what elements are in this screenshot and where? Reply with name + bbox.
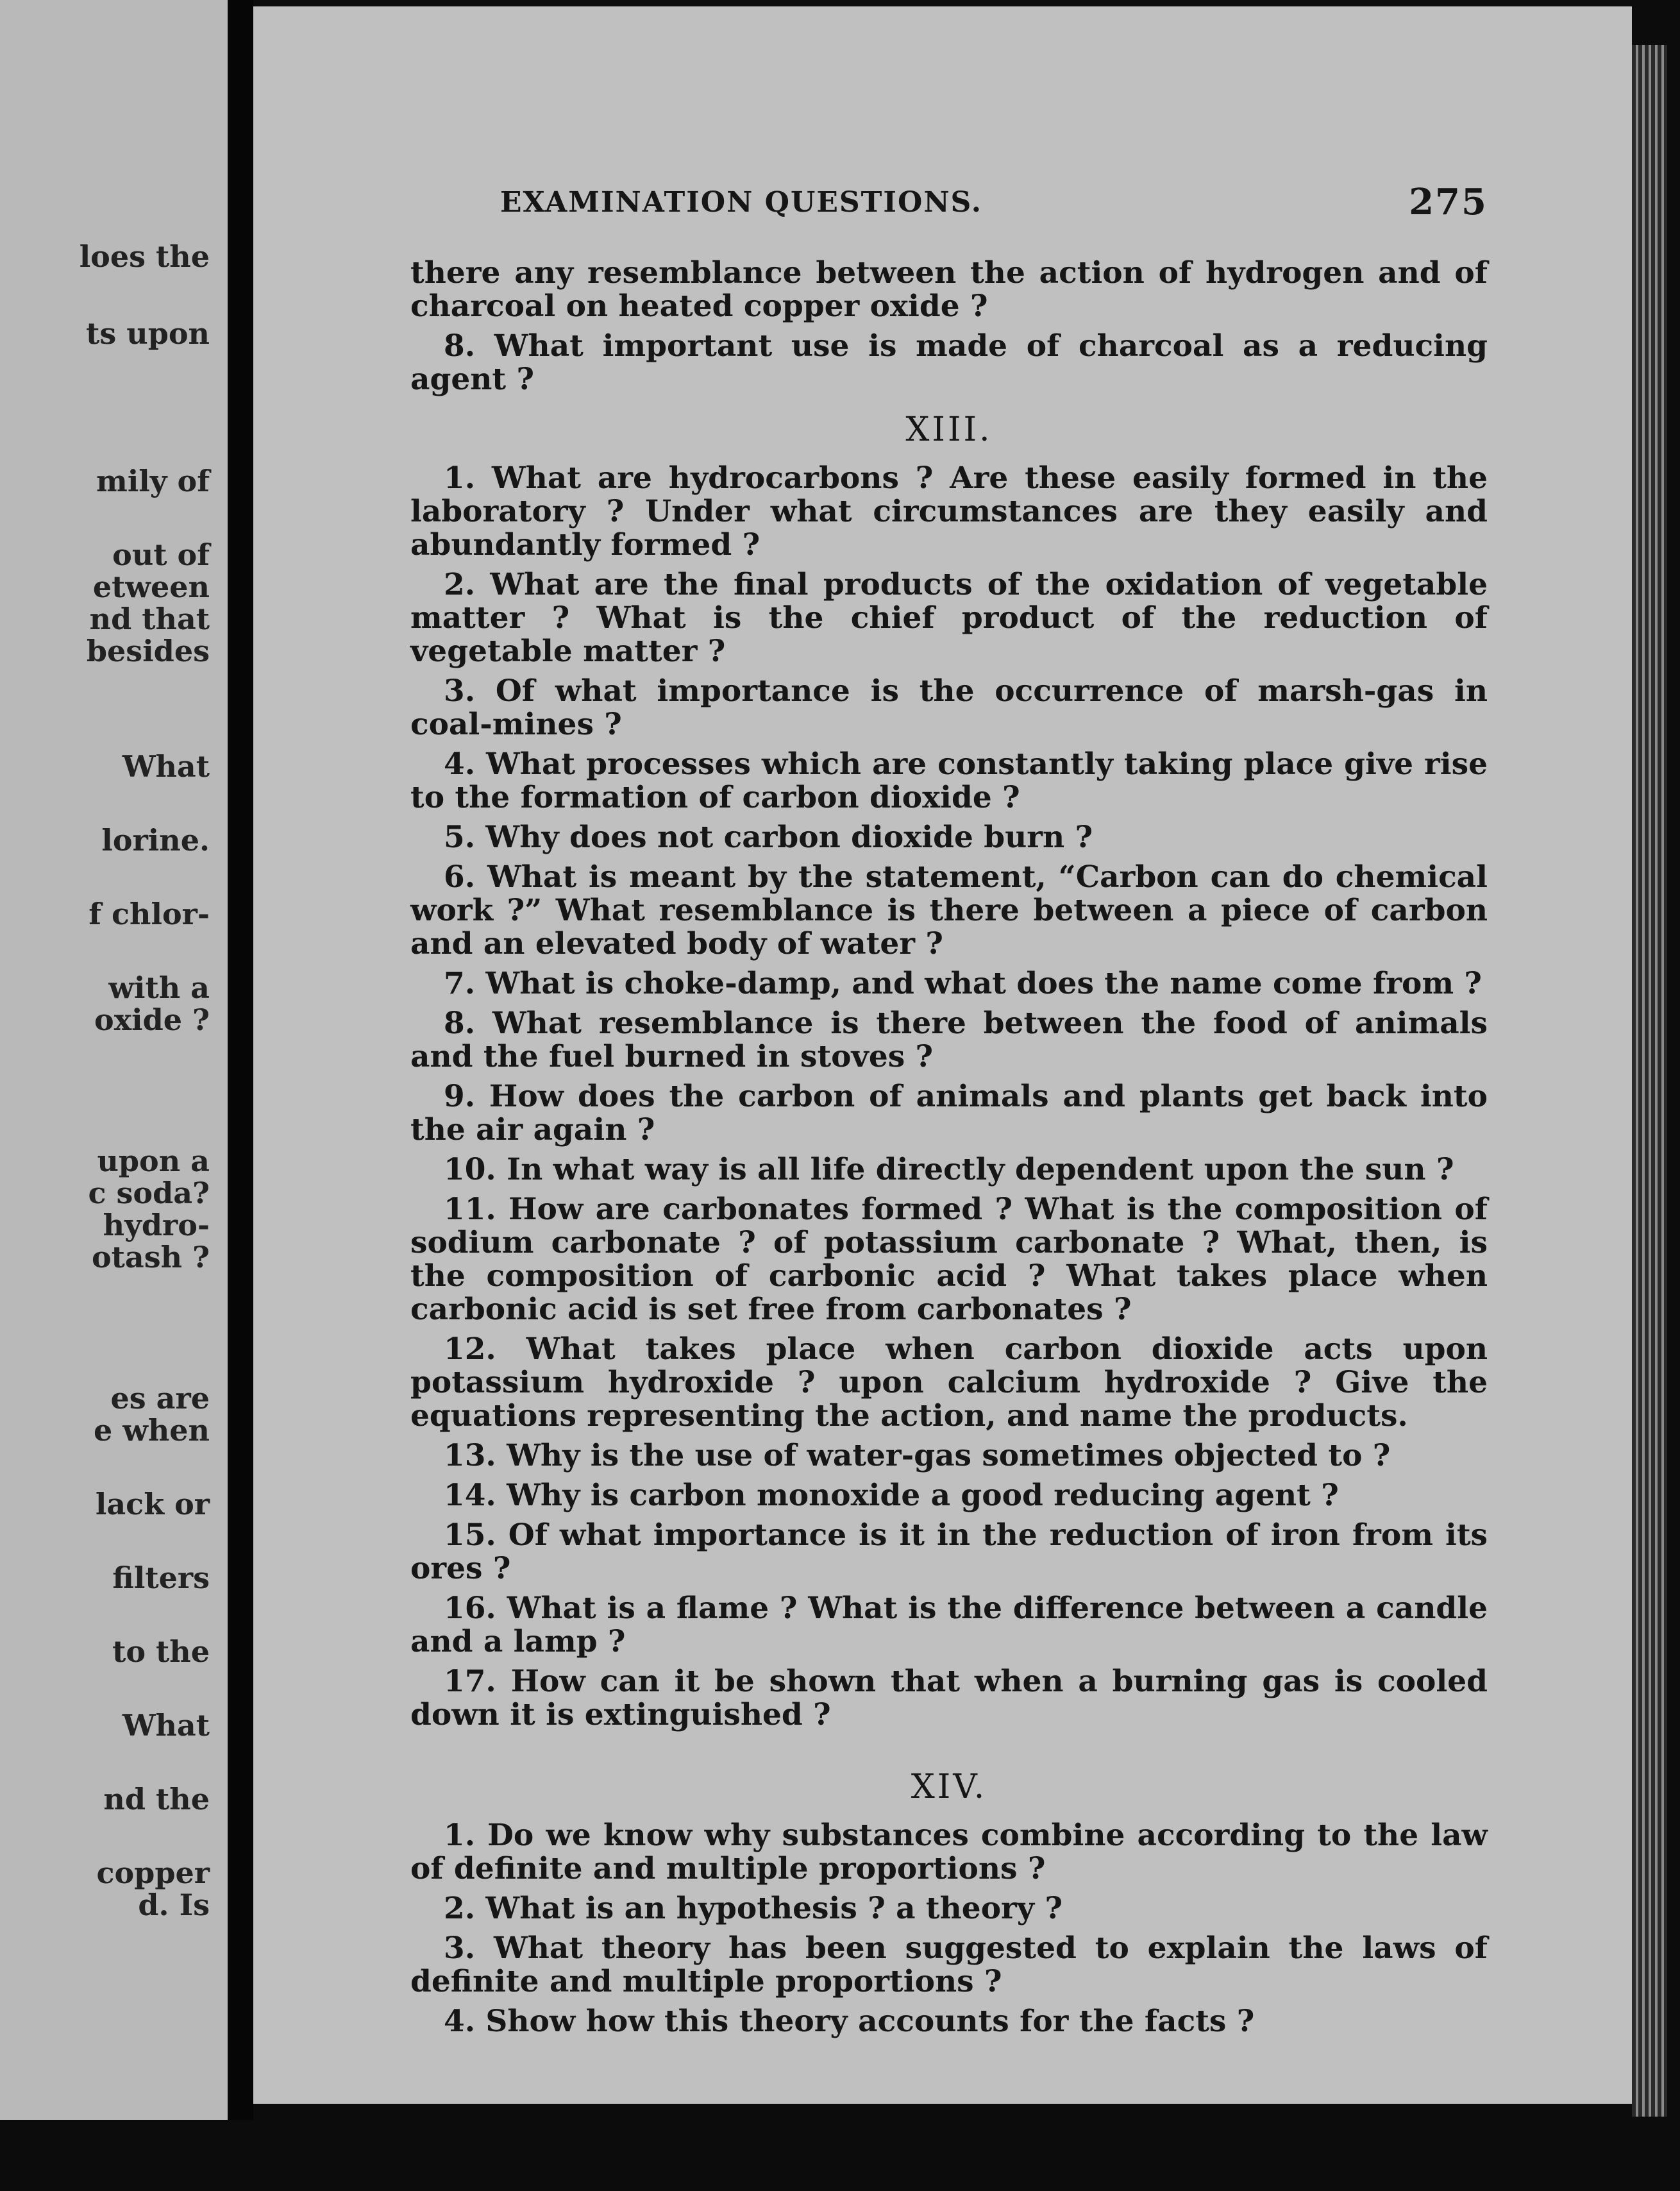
left-page — [0, 0, 228, 2120]
question-item: 3. What theory has been suggested to explain the laws of definite and multiple proportions ? — [410, 1931, 1488, 1999]
section-xiv-questions — [410, 1819, 1488, 2038]
question-item: 4. What processes which are constantly taking place give rise to the formation of carbon dioxide ? — [410, 747, 1488, 815]
question-item: 12. What takes place when carbon dioxide acts upon potassium hydroxide ? upon calcium hydroxide ? Give the equations representing the action, and name the products. — [410, 1332, 1488, 1434]
header-title: EXAMINATION QUESTIONS. — [500, 186, 983, 219]
question-8: 8. What important use is made of charcoal as a reducing agent ? — [410, 328, 1488, 397]
left-page-fragment: besides — [86, 634, 210, 668]
left-page-fragment: d. Is — [138, 1888, 210, 1922]
left-page-fragment: filters — [112, 1561, 210, 1595]
question-item: 3. Of what importance is the occurrence of marsh-gas in coal-mines ? — [410, 673, 1488, 742]
book-gutter — [228, 0, 253, 2120]
question-item: 2. What is an hypothesis ? a theory ? — [444, 1891, 1063, 1926]
question-item: 4. Show how this theory accounts for the facts ? — [444, 2004, 1255, 2039]
left-page-fragment: copper — [96, 1856, 210, 1890]
page-edge — [1632, 45, 1667, 2117]
left-page-fragment: mily of — [96, 464, 210, 498]
left-page-fragment: upon a — [97, 1144, 210, 1178]
left-page-fragment: nd the — [103, 1782, 210, 1816]
page-content — [410, 257, 1488, 2045]
left-page-fragment: oxide ? — [94, 1002, 210, 1037]
question-item: 17. How can it be shown that when a burning gas is cooled down it is extinguished ? — [410, 1664, 1488, 1732]
section-xiii-questions — [410, 462, 1488, 1732]
left-page-fragment: What — [122, 749, 210, 784]
question-item: 2. What are the final products of the oxidation of vegetable matter ? What is the chief product of the reduction of vegetable matter ? — [410, 567, 1488, 669]
question-item: 11. How are carbonates formed ? What is the composition of sodium carbonate ? of potassium carbonate ? What, then, is the composition of carbonic acid ? What takes place when carbonic acid is set free from carbonates ? — [410, 1192, 1488, 1327]
continued-question: there any resemblance between the action of hydrogen and of charcoal on heated copper oxide ? — [410, 255, 1488, 324]
question-item: 15. Of what importance is it in the reduction of iron from its ores ? — [410, 1518, 1488, 1586]
left-page-fragment: loes the — [79, 239, 210, 274]
question-item: 6. What is meant by the statement, “Carbon can do chemical work ?” What resemblance is there between a piece of carbon and an elevated body of water ? — [410, 859, 1488, 961]
left-page-fragment: otash ? — [91, 1240, 210, 1274]
section-heading-xiv: XIV. — [911, 1768, 987, 1806]
left-page-fragment: nd that — [89, 602, 210, 636]
left-page-fragment: with a — [108, 970, 210, 1005]
question-item: 13. Why is the use of water-gas sometimes objected to ? — [444, 1438, 1391, 1473]
left-page-fragment: f chlor- — [88, 897, 210, 931]
left-page-fragment: es are — [110, 1381, 210, 1416]
question-item: 14. Why is carbon monoxide a good reducing agent ? — [444, 1478, 1339, 1513]
left-page-fragment: e when — [93, 1413, 210, 1448]
question-item: 1. Do we know why substances combine according to the law of definite and multiple proportions ? — [410, 1818, 1488, 1886]
left-page-fragment: ts upon — [86, 316, 210, 351]
left-page-fragment: lack or — [95, 1487, 210, 1521]
left-page-fragment: hydro- — [103, 1208, 210, 1242]
left-page-fragment: out of — [112, 537, 210, 572]
left-page-fragment: lorine. — [101, 823, 210, 858]
question-item: 7. What is choke-damp, and what does the name come from ? — [444, 966, 1482, 1001]
left-page-fragment: to the — [112, 1634, 210, 1669]
question-item: 1. What are hydrocarbons ? Are these easily formed in the laboratory ? Under what circumstances are they easily and abundantly formed ? — [410, 461, 1488, 563]
section-heading-xiii: XIII. — [905, 410, 993, 449]
question-item: 10. In what way is all life directly dependent upon the sun ? — [444, 1152, 1454, 1187]
question-item: 9. How does the carbon of animals and plants get back into the air again ? — [410, 1079, 1488, 1147]
page-number: 275 — [1409, 181, 1488, 223]
question-item: 8. What resemblance is there between the food of animals and the fuel burned in stoves ? — [410, 1006, 1488, 1074]
left-page-fragment: etween — [92, 570, 210, 604]
question-item: 5. Why does not carbon dioxide burn ? — [444, 820, 1093, 855]
left-page-fragment: c soda? — [88, 1176, 210, 1210]
question-item: 16. What is a flame ? What is the difference between a candle and a lamp ? — [410, 1591, 1488, 1659]
left-page-fragment: What — [122, 1708, 210, 1743]
